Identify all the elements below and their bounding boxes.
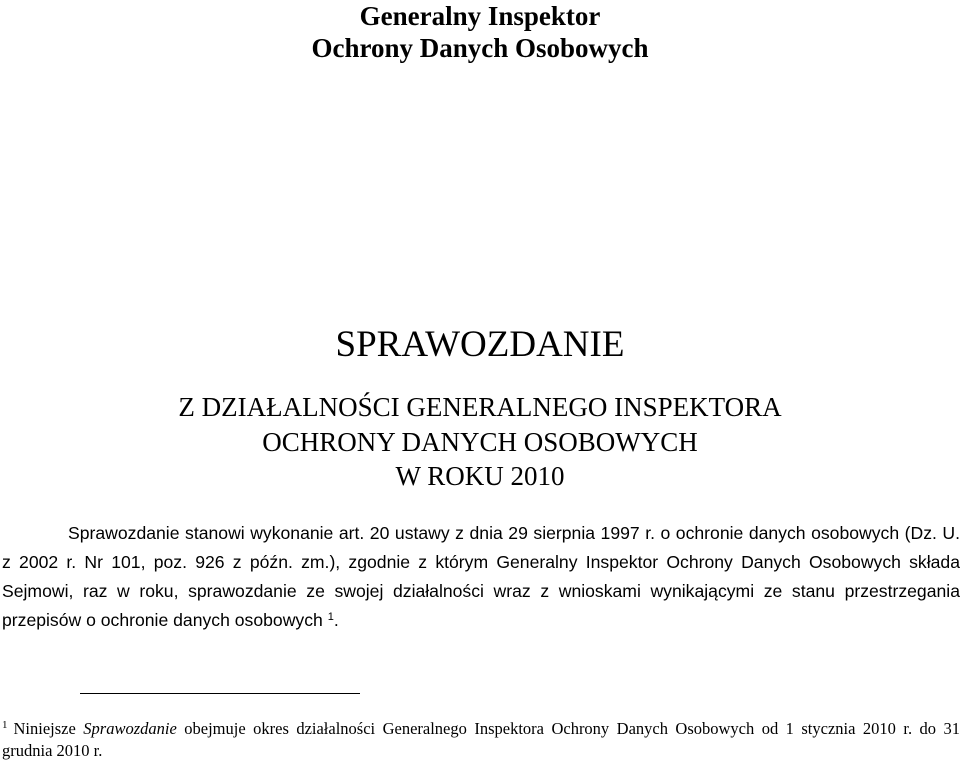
- institution-name-line-1: Generalny Inspektor: [359, 1, 601, 31]
- footnote-separator: [80, 693, 360, 694]
- legal-basis-text: Sprawozdanie stanowi wykonanie art. 20 ustawy z dnia 29 sierpnia 1997 r. o ochronie danych osobowych (Dz. U. z 2002 r. Nr 101, poz. 926 z późn. zm.), zgodnie z którym Generalny Inspektor Ochrony Danych Osobowych składa Sejmowi, raz w roku, sprawozdanie ze swojej działalności wraz z wnioskami wynikającymi ze stanu przestrzegania przepisów o ochronie danych osobowych: [2, 523, 960, 630]
- report-subtitle-line-3: W ROKU 2010: [395, 461, 565, 491]
- footnote-reference[interactable]: 1: [327, 611, 334, 623]
- legal-basis-paragraph: [2, 519, 960, 635]
- footnote-marker: 1: [2, 719, 8, 731]
- institution-name-line-2: Ochrony Danych Osobowych: [311, 33, 649, 63]
- report-subtitle-line-2: OCHRONY DANYCH OSOBOWYCH: [262, 427, 698, 457]
- report-subtitle-line-1: Z DZIAŁALNOŚCI GENERALNEGO INSPEKTORA: [178, 392, 782, 422]
- footnote-text-before: Niniejsze: [13, 719, 76, 738]
- footnote-emphasis: Sprawozdanie: [83, 719, 177, 738]
- footnote-text-after: obejmuje okres działalności Generalnego Inspektora Ochrony Danych Osobowych od 1 stycznia 2010 r. do 31 grudnia 2010 r.: [2, 719, 960, 760]
- report-title: SPRAWOZDANIE: [335, 324, 625, 365]
- paragraph-end-punctuation: .: [333, 610, 339, 630]
- footnote: [2, 718, 960, 762]
